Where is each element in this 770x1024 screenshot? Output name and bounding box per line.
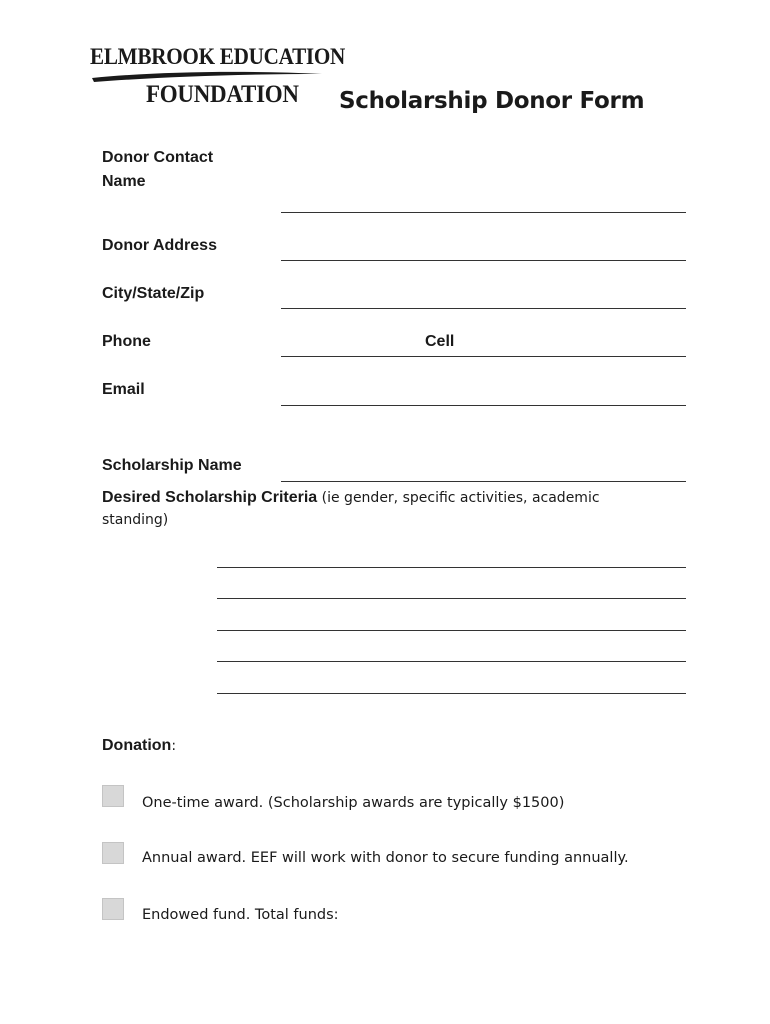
donation-colon: : xyxy=(171,738,177,754)
cell-label: Cell xyxy=(425,333,455,350)
donation-label: Donation xyxy=(102,737,172,754)
phone-cell-field[interactable] xyxy=(281,356,686,357)
city-state-zip-field[interactable] xyxy=(281,308,686,309)
scholarship-name-label: Scholarship Name xyxy=(102,457,242,474)
endowed-fund-checkbox[interactable] xyxy=(102,898,124,920)
logo-line-2: FOUNDATION xyxy=(146,81,299,108)
endowed-fund-label: Endowed fund. Total funds: xyxy=(142,907,339,923)
annual-award-label: Annual award. EEF will work with donor to secure funding annually. xyxy=(142,850,629,866)
criteria-line-3[interactable] xyxy=(217,630,686,631)
donor-contact-name-field[interactable] xyxy=(281,212,686,213)
scholarship-name-field[interactable] xyxy=(281,481,686,482)
donor-address-label: Donor Address xyxy=(102,237,217,254)
annual-award-checkbox[interactable] xyxy=(102,842,124,864)
criteria-note: (ie gender, specific activities, academic xyxy=(317,490,600,506)
criteria-note-continued: standing) xyxy=(102,512,169,528)
criteria-label-row xyxy=(102,489,600,507)
criteria-line-1[interactable] xyxy=(217,567,686,568)
criteria-label: Desired Scholarship Criteria xyxy=(102,489,318,506)
donation-label-row xyxy=(102,737,176,755)
form-title: Scholarship Donor Form xyxy=(339,88,645,114)
foundation-logo xyxy=(90,44,346,114)
donor-contact-label-line2: Name xyxy=(102,173,146,190)
city-state-zip-label: City/State/Zip xyxy=(102,285,205,302)
email-label: Email xyxy=(102,381,145,398)
email-field[interactable] xyxy=(281,405,686,406)
criteria-line-5[interactable] xyxy=(217,693,686,694)
logo-line-1: ELMBROOK EDUCATION xyxy=(90,44,346,69)
donor-address-field[interactable] xyxy=(281,260,686,261)
donor-contact-label-line1: Donor Contact xyxy=(102,149,214,166)
criteria-line-4[interactable] xyxy=(217,661,686,662)
one-time-award-checkbox[interactable] xyxy=(102,785,124,807)
criteria-line-2[interactable] xyxy=(217,598,686,599)
phone-label: Phone xyxy=(102,333,151,350)
one-time-award-label: One-time award. (Scholarship awards are typically $1500) xyxy=(142,795,565,811)
